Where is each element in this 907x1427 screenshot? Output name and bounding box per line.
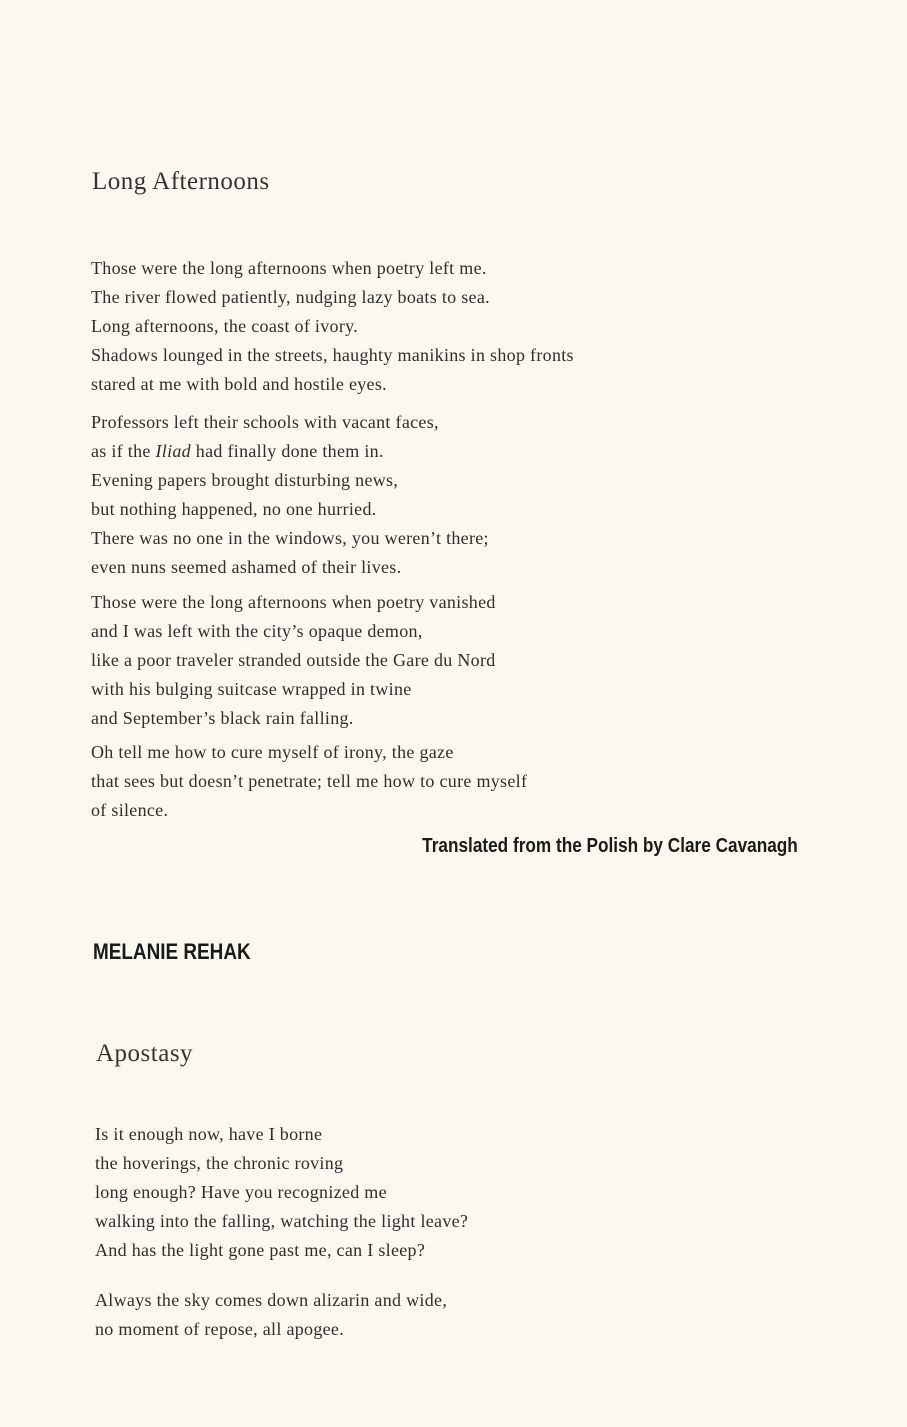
- stanza: [95, 1120, 468, 1265]
- poem-line: but nothing happened, no one hurried.: [91, 499, 377, 519]
- poem-line: The river flowed patiently, nudging lazy boats to sea.: [91, 287, 490, 307]
- italic-title: Iliad: [155, 441, 191, 461]
- poem-line: Is it enough now, have I borne: [95, 1124, 323, 1144]
- poem-line: stared at me with bold and hostile eyes.: [91, 374, 387, 394]
- stanza: [91, 738, 527, 825]
- poem-line: and I was left with the city’s opaque demon,: [91, 621, 423, 641]
- translation-credit: Translated from the Polish by Clare Cavanagh: [422, 835, 798, 857]
- poem-line: that sees but doesn’t penetrate; tell me how to cure myself: [91, 771, 528, 791]
- poem-line: Evening papers brought disturbing news,: [91, 470, 399, 490]
- poem-line: like a poor traveler stranded outside the Gare du Nord: [91, 650, 496, 670]
- poem-line: And has the light gone past me, can I sleep?: [95, 1240, 426, 1260]
- poem-line: Professors left their schools with vacant faces,: [91, 412, 439, 432]
- poem-line: even nuns seemed ashamed of their lives.: [91, 557, 402, 577]
- poem-line: Shadows lounged in the streets, haughty manikins in shop fronts: [91, 345, 574, 365]
- stanza: [91, 408, 489, 582]
- poem-line: the hoverings, the chronic roving: [95, 1153, 344, 1173]
- poem-line: of silence.: [91, 800, 169, 820]
- stanza: [91, 588, 496, 733]
- poem-line: Those were the long afternoons when poetry left me.: [91, 258, 487, 278]
- poem-line: no moment of repose, all apogee.: [95, 1319, 345, 1339]
- poem-line: Oh tell me how to cure myself of irony, the gaze: [91, 742, 454, 762]
- poem-title: Long Afternoons: [92, 168, 270, 195]
- poem-line: Those were the long afternoons when poetry vanished: [91, 592, 496, 612]
- line-text: had finally done them in.: [190, 441, 384, 461]
- poem-line: and September’s black rain falling.: [91, 708, 354, 728]
- poem-line: Always the sky comes down alizarin and wide,: [95, 1290, 448, 1310]
- poem-line: There was no one in the windows, you weren’t there;: [91, 528, 489, 548]
- poem-line: Long afternoons, the coast of ivory.: [91, 316, 359, 336]
- poem-line: [91, 437, 489, 466]
- author-name: MELANIE REHAK: [93, 939, 251, 964]
- stanza: [91, 254, 574, 399]
- poem-title: Apostasy: [96, 1040, 194, 1067]
- stanza: [95, 1286, 447, 1344]
- poem-line: with his bulging suitcase wrapped in twine: [91, 679, 412, 699]
- line-text: as if the: [91, 441, 156, 461]
- poem-line: long enough? Have you recognized me: [95, 1182, 387, 1202]
- poem-line: walking into the falling, watching the light leave?: [95, 1211, 469, 1231]
